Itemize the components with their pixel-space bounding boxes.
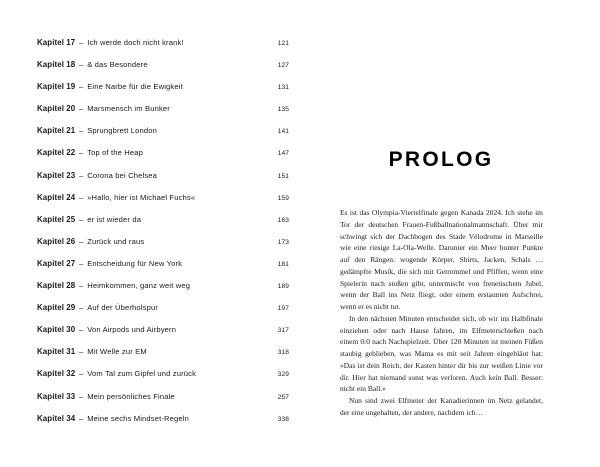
toc-row[interactable]	[37, 237, 289, 259]
toc-chapter-title: & das Besondere	[87, 60, 148, 70]
toc-row[interactable]	[37, 325, 289, 347]
toc-page-number: 173	[277, 238, 289, 246]
toc-chapter-title: Von Airpods und Airbyern	[87, 325, 177, 335]
table-of-contents-list	[37, 38, 289, 436]
toc-chapter-number: Kapitel 29	[37, 303, 76, 313]
toc-entry-label	[37, 281, 190, 290]
toc-entry-label	[37, 82, 183, 91]
toc-row[interactable]	[37, 193, 289, 215]
toc-dash: –	[76, 281, 86, 291]
toc-page-number: 338	[277, 415, 289, 423]
toc-dash: –	[76, 236, 86, 246]
toc-chapter-title: Corona bei Chelsea	[87, 170, 158, 180]
toc-dash: –	[76, 126, 86, 136]
toc-page-number: 189	[277, 283, 289, 291]
toc-chapter-number: Kapitel 20	[37, 104, 76, 114]
toc-entry-label	[37, 38, 184, 47]
toc-chapter-number: Kapitel 34	[37, 413, 76, 423]
toc-chapter-title: Heimkommen, ganz weit weg	[87, 281, 191, 291]
toc-chapter-number: Kapitel 31	[37, 347, 76, 357]
toc-page-number: 329	[277, 371, 289, 379]
toc-row[interactable]	[37, 392, 289, 414]
toc-row[interactable]	[37, 369, 289, 391]
toc-page-number: 181	[277, 260, 289, 268]
toc-chapter-title: Eine Narbe für die Ewigkeit	[87, 82, 183, 92]
toc-chapter-number: Kapitel 22	[37, 148, 76, 158]
toc-chapter-number: Kapitel 32	[37, 369, 76, 379]
toc-row[interactable]	[37, 104, 289, 126]
toc-chapter-title: Auf der Überholspur	[87, 303, 158, 313]
toc-chapter-number: Kapitel 23	[37, 170, 76, 180]
toc-entry-label	[37, 171, 157, 180]
toc-dash: –	[76, 391, 86, 401]
toc-row[interactable]	[37, 60, 289, 82]
toc-page-number: 163	[277, 216, 289, 224]
prolog-body-text	[340, 207, 543, 419]
prolog-paragraph: Nun sind zwei Elfmeter der Kanadierinnen im Netz gelandet, der eine ungehalten, der andere, nachdem ich…	[340, 396, 543, 417]
toc-page-number: 159	[277, 194, 289, 202]
toc-row[interactable]	[37, 171, 289, 193]
toc-page-number: 318	[277, 349, 289, 357]
toc-chapter-title: Ich werde doch nicht krank!	[87, 38, 184, 47]
toc-row[interactable]	[37, 215, 289, 237]
toc-chapter-title: er ist wieder da	[87, 214, 142, 224]
toc-row[interactable]	[37, 259, 289, 281]
toc-dash: –	[76, 104, 86, 114]
toc-entry-label	[37, 104, 170, 113]
toc-page-number: 135	[277, 106, 289, 114]
prolog-paragraph: In den nächsten Minuten entscheidet sich, ob wir ins Halbfinale einziehen oder nach Hause fahren, im Elfmeterschießen nach einem 0:0 nach Nachspielzeit. Über 120 Minuten ist meinen Füßen staubig geblieben, was Mama es mit seit Jahren eingebläut hat: »Das ist dein Reich, der Kasten hinter dir bis zur weißen Linie vor dir. Hier hat niemand sonst was verloren. Auch kein Ball. Besser: nicht ein Ball.«	[340, 313, 543, 394]
toc-entry-label	[37, 347, 147, 356]
toc-page-number: 151	[277, 172, 289, 180]
toc-dash: –	[76, 347, 86, 357]
toc-chapter-title: Top of the Heap	[87, 148, 144, 158]
toc-dash: –	[76, 148, 86, 158]
toc-row[interactable]	[37, 414, 289, 436]
toc-chapter-number: Kapitel 19	[37, 82, 76, 92]
toc-dash: –	[76, 38, 86, 47]
prolog-paragraph: Es ist das Olympia-Viertelfinale gegen Kanada 2024. Ich stehe im Tor der deutschen Frauen-Fußballnationalmannschaft. Über mir schwingt sich der Dachbogen des Stade Vélodrome in Marseille wie eine riesige La-Ola-Welle. Darunter ein Meer bunter Punkte auf den Rängen: wogende Körper, Shirts, Jacken, Schals … gedämpfte Musik, die sich mit Getrommel und Pfiffen, wenn eine Spielerin nach stoßen gibt, untermischt von frenetischem Jubel, wenn der Ball ins Netz fliegt, oder einem erstaunten Aufschrei, wenn er es nicht tut.	[340, 208, 543, 311]
toc-chapter-title: Mit Welle zur EM	[87, 347, 147, 357]
toc-dash: –	[76, 258, 86, 268]
toc-row[interactable]	[37, 347, 289, 369]
toc-dash: –	[76, 82, 86, 92]
toc-entry-label	[37, 215, 141, 224]
toc-page-number: 141	[277, 128, 289, 136]
toc-row[interactable]	[37, 148, 289, 170]
toc-page-number: 127	[277, 62, 289, 70]
toc-page-number: 197	[277, 305, 289, 313]
prolog-page	[300, 0, 600, 467]
toc-page-number: 317	[277, 327, 289, 335]
toc-dash: –	[76, 60, 86, 70]
toc-entry-label	[37, 126, 157, 135]
toc-chapter-number: Kapitel 18	[37, 60, 76, 70]
toc-dash: –	[76, 369, 86, 379]
toc-entry-label	[37, 392, 175, 401]
toc-chapter-number: Kapitel 27	[37, 258, 76, 268]
toc-dash: –	[76, 192, 86, 202]
toc-entry-label	[37, 325, 176, 334]
toc-chapter-title: Entscheidung für New York	[87, 258, 183, 268]
toc-dash: –	[76, 214, 86, 224]
toc-dash: –	[76, 303, 86, 313]
toc-chapter-number: Kapitel 21	[37, 126, 76, 136]
toc-entry-label	[37, 237, 144, 246]
toc-row[interactable]	[37, 303, 289, 325]
toc-entry-label	[37, 414, 189, 423]
toc-dash: –	[76, 170, 86, 180]
toc-entry-label	[37, 303, 158, 312]
toc-chapter-title: Zurück und raus	[87, 236, 145, 246]
toc-chapter-number: Kapitel 26	[37, 236, 76, 246]
toc-page-number: 147	[277, 150, 289, 158]
toc-chapter-title: Sprungbrett London	[87, 126, 158, 136]
toc-dash: –	[76, 413, 86, 423]
toc-chapter-title: Vom Tal zum Gipfel und zurück	[87, 369, 197, 379]
toc-chapter-number: Kapitel 24	[37, 192, 76, 202]
toc-entry-label	[37, 193, 195, 202]
toc-chapter-number: Kapitel 30	[37, 325, 76, 335]
toc-row[interactable]	[37, 38, 289, 60]
toc-chapter-title: Mein persönliches Finale	[87, 391, 175, 401]
toc-page-number: 257	[277, 393, 289, 401]
toc-chapter-number: Kapitel 28	[37, 281, 76, 291]
toc-row[interactable]	[37, 126, 289, 148]
toc-chapter-title: »Hallo, hier ist Michael Fuchs«	[87, 192, 196, 202]
toc-chapter-number: Kapitel 25	[37, 214, 76, 224]
toc-chapter-title: Meine sechs Mindset-Regeln	[87, 413, 190, 423]
toc-page-number: 131	[277, 84, 289, 92]
toc-dash: –	[76, 325, 86, 335]
toc-row[interactable]	[37, 281, 289, 303]
toc-entry-label	[37, 148, 143, 157]
toc-entry-label	[37, 369, 196, 378]
toc-row[interactable]	[37, 82, 289, 104]
toc-entry-label	[37, 60, 148, 69]
toc-chapter-number: Kapitel 33	[37, 391, 76, 401]
toc-chapter-title: Marsmensch im Bunker	[87, 104, 170, 114]
toc-chapter-number: Kapitel 17	[37, 38, 76, 47]
prolog-heading: PROLOG	[388, 148, 494, 171]
toc-entry-label	[37, 259, 182, 268]
toc-page-number: 121	[277, 40, 289, 47]
